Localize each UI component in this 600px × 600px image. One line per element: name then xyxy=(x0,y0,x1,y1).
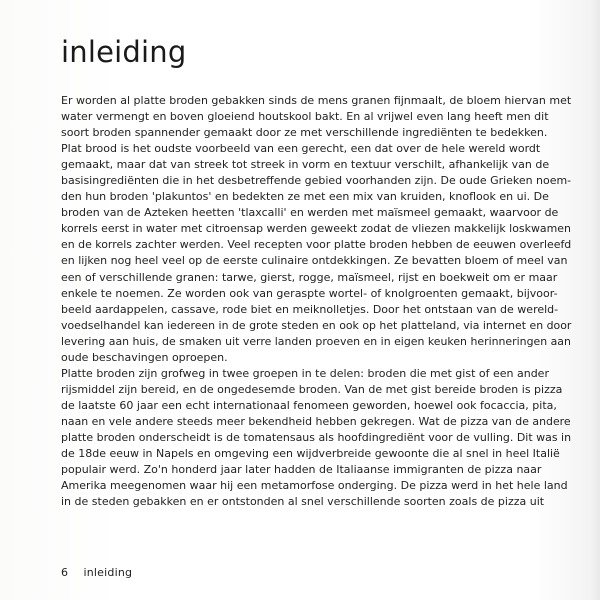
body-line: den hun broden 'plakuntos' en bedekten ze met een mix van kruiden, knoflook en ui. De xyxy=(61,190,549,204)
body-line: rijsmiddel zijn bereid, en de ongedesemde broden. Van de met gist bereide broden is pizza xyxy=(61,382,563,396)
body-line: naan en vele andere steeds meer bekendheid hebben gekregen. Wat de pizza van de andere xyxy=(61,414,571,428)
body-line: broden van de Azteken heetten 'tlaxcalli' en werden met maïsmeel gemaakt, waarvoor de xyxy=(61,206,559,220)
body-line: Plat brood is het oudste voorbeeld van een gerecht, een dat over de hele wereld wordt xyxy=(61,142,541,156)
page-number: 6 xyxy=(61,566,68,579)
body-line: oude beschavingen oproepen. xyxy=(61,350,228,364)
page-edge-shadow xyxy=(590,0,600,600)
body-line: voedselhandel kan iedereen in de grote steden en ook op het platteland, via internet en door xyxy=(61,318,572,332)
body-line: gemaakt, maar dat van streek tot streek in vorm en textuur verschilt, afhankelijk van de xyxy=(61,158,550,172)
body-line: in de steden gebakken en er ontstonden al snel verschillende soorten zoals de pizza uit xyxy=(61,495,545,509)
page-title: inleiding xyxy=(61,35,187,69)
body-line: de 18de eeuw in Napels en omgeving een wijdverbreide gewoonte die al snel in heel Italië xyxy=(61,447,560,461)
body-line: Platte broden zijn grofweg in twee groepen in te delen: broden die met gist of een ander xyxy=(61,366,549,380)
body-line: en de korrels zachter werden. Veel recepten voor platte broden hebben de eeuwen overleefd xyxy=(61,238,572,252)
body-line: beeld aardappelen, cassave, rode biet en meiknolletjes. Door het ontstaan van de wereld- xyxy=(61,302,559,316)
body-line: en lijken nog heel veel op de eerste culinaire ontdekkingen. Ze bevatten bloem of meel van xyxy=(61,254,568,268)
body-line: de laatste 60 jaar een echt internationaal fenomeen geworden, hoewel ook focaccia, pita, xyxy=(61,398,557,412)
body-line: soort broden spannender gemaakt door ze met verschillende ingrediënten te bedekken. xyxy=(61,126,548,140)
body-text xyxy=(61,93,571,510)
running-title: inleiding xyxy=(83,566,133,579)
body-line: Amerika meegenomen waar hij een metamorfose onderging. De pizza werd in het hele land xyxy=(61,479,568,493)
body-line: levering aan huis, de smaken uit verre landen proeven en in eigen keuken herinneringen aan xyxy=(61,334,571,348)
body-line: water vermengt en boven gloeiend houtskool bakt. En al vrijwel even lang heeft men dit xyxy=(61,110,549,124)
body-line: platte broden onderscheidt is de tomatensaus als hoofdingrediënt voor de vulling. Dit was in xyxy=(61,430,572,444)
body-line: populair werd. Zo'n honderd jaar later hadden de Italiaanse immigranten de pizza naar xyxy=(61,463,542,477)
body-line: enkele te noemen. Ze worden ook van geraspte wortel- of knolgroenten gemaakt, bijvoor- xyxy=(61,286,558,300)
body-line: een of verschillende granen: tarwe, gierst, rogge, maïsmeel, rijst en boekweit om er maar xyxy=(61,270,558,284)
body-line: basisingrediënten die in het desbetreffende gebied voorhanden zijn. De oude Grieken noem- xyxy=(61,174,572,188)
body-line: Er worden al platte broden gebakken sinds de mens granen fijnmaalt, de bloem hiervan met xyxy=(61,94,572,107)
page-footer xyxy=(61,566,132,580)
body-line: korrels eerst in water met citroensap werden geweekt zodat de vliezen makkelijk loskwamen xyxy=(61,222,571,236)
